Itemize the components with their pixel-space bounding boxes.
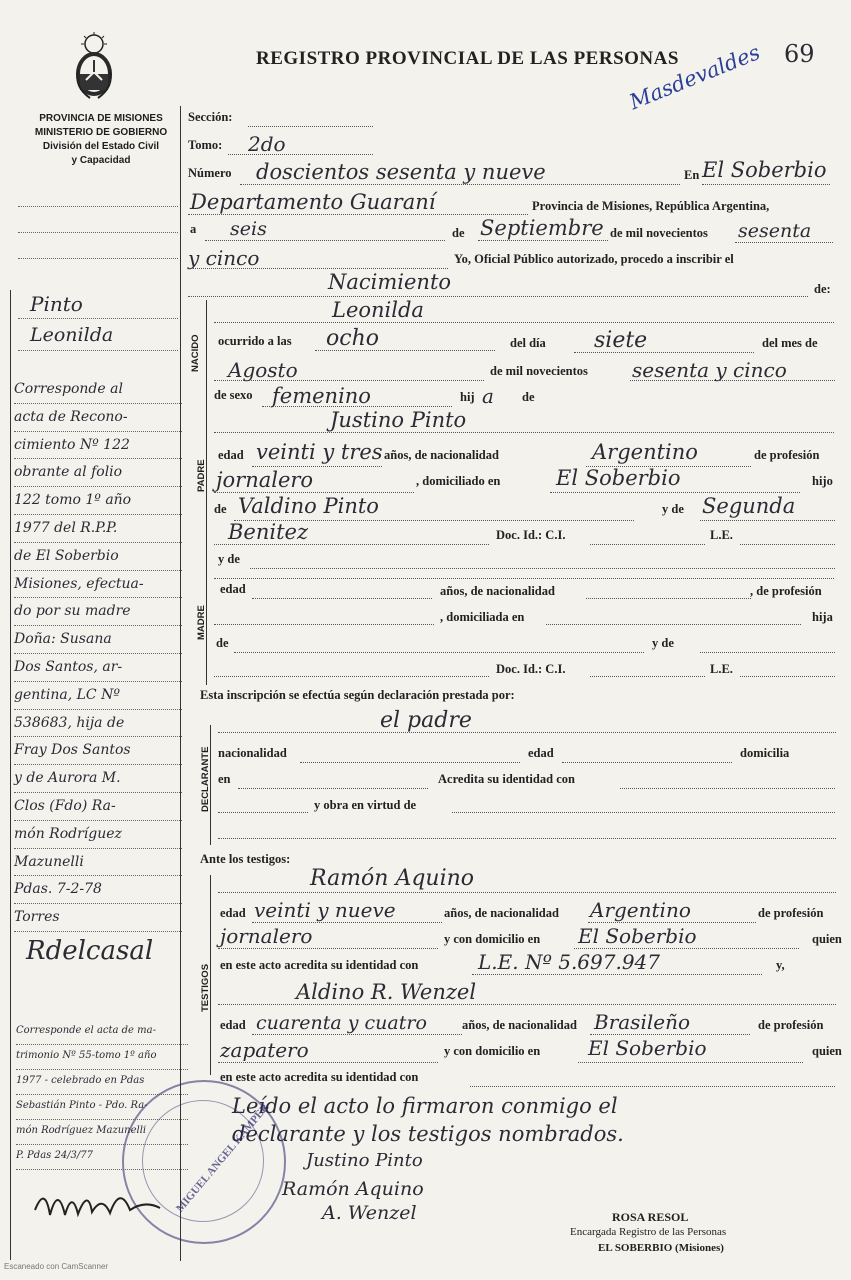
dia-field	[205, 240, 445, 241]
coat-of-arms-icon	[70, 32, 118, 102]
madre-edad-field	[252, 598, 432, 599]
margin-note	[14, 376, 182, 932]
t1-profesion-value: jornalero	[220, 924, 313, 948]
page-number: 69	[784, 40, 815, 68]
madre-label: MADRE	[196, 605, 207, 640]
margin-note2-line: món Rodríguez Mazunelli	[16, 1120, 188, 1145]
declarante-nacionalidad-label: nacionalidad	[218, 746, 287, 760]
nacido-name-field	[214, 322, 834, 323]
anio-field-2	[188, 268, 448, 269]
nacido-anio-value: sesenta y cinco	[632, 358, 787, 382]
declarante-name-field	[218, 732, 836, 733]
declarante-acredita-label: Acredita su identidad con	[438, 772, 575, 786]
padre-madre-de-value: Segunda	[702, 494, 796, 518]
camscanner-watermark: Escaneado con CamScanner	[4, 1262, 109, 1271]
mes-value: Agosto	[228, 358, 298, 382]
authority-line2: MINISTERIO DE GOBIERNO	[34, 127, 168, 138]
nacido-anio-field	[630, 380, 835, 381]
margin-scribble-signature	[30, 1180, 180, 1230]
oficial-text: Yo, Oficial Público autorizado, procedo a inscribir el	[454, 252, 734, 266]
t2-anios-label: años, de nacionalidad	[462, 1018, 577, 1032]
margin-note2-line: trimonio Nº 55-tomo 1º año	[16, 1045, 188, 1070]
closing-line-2: declarante y los testigos nombrados.	[232, 1122, 624, 1146]
padre-edad-field	[252, 466, 382, 467]
madre-y-de-label: y de	[218, 552, 240, 566]
margin-blank-line	[18, 258, 178, 259]
t1-nacionalidad-field	[588, 922, 756, 923]
declarante-obra-field	[452, 812, 835, 813]
declarante-acredita-field	[620, 788, 835, 789]
margin-note-line: acta de Recono-	[14, 404, 182, 432]
margin-line	[18, 318, 178, 319]
t1-nacionalidad-value: Argentino	[590, 898, 691, 922]
padre-doc-label: Doc. Id.: C.I.	[496, 528, 566, 542]
dia-value: seis	[230, 218, 267, 240]
t2-nacionalidad-value: Brasileño	[594, 1010, 690, 1034]
margin-note-line: Clos (Fdo) Ra-	[14, 793, 182, 821]
margin-note-line: món Rodríguez	[14, 821, 182, 849]
margin-note-line: Fray Dos Santos	[14, 737, 182, 765]
anio-value-2: y cinco	[188, 246, 260, 270]
provincia-text: Provincia de Misiones, República Argentina,	[532, 199, 770, 213]
sexo-field	[262, 406, 452, 407]
signature-3: A. Wenzel	[322, 1202, 417, 1224]
hij-value: a	[482, 384, 494, 408]
padre-domicilio-field	[550, 492, 800, 493]
t2-domicilio-value: El Soberbio	[588, 1036, 707, 1060]
madre-domicilio-field	[546, 624, 801, 625]
nacido-label: NACIDO	[190, 334, 201, 372]
margin-note2-line: Corresponde el acta de ma-	[16, 1020, 188, 1045]
stamp-text: MIGUEL ANGEL KAMPER	[173, 1101, 272, 1215]
numero-label: Número	[188, 166, 232, 180]
signature-stamp: Masdevaldes	[626, 40, 764, 115]
margin-note-2	[16, 1020, 188, 1170]
declarante-obra-field-2	[218, 838, 836, 839]
padre-nacionalidad-value: Argentino	[592, 440, 698, 464]
margin-note-line: 538683, hija de	[14, 710, 182, 738]
declarante-intro: Esta inscripción se efectúa según declaración prestada por:	[200, 688, 515, 702]
en-label: En	[684, 168, 700, 182]
en-field	[702, 184, 830, 185]
madre-name-field-2	[214, 578, 834, 579]
margin-note-line: do por su madre	[14, 598, 182, 626]
de-label: de	[452, 226, 465, 240]
madre-profesion-label: , de profesión	[750, 584, 822, 598]
anio-value-1: sesenta	[738, 220, 812, 242]
sexo-value: femenino	[272, 384, 371, 408]
declarante-extra-field	[218, 812, 308, 813]
madre-le-label: L.E.	[710, 662, 733, 676]
margin-note-line: Torres	[14, 904, 182, 932]
declarante-value: el padre	[380, 708, 472, 733]
padre-edad-value: veinti y tres	[256, 440, 383, 464]
hija-label: hija	[812, 610, 833, 624]
t2-profesion-field	[218, 1062, 438, 1063]
padre-name-value: Justino Pinto	[330, 408, 467, 432]
margin-line	[18, 350, 178, 351]
t1-name-field	[218, 892, 836, 893]
hijo-label: hijo	[812, 474, 833, 488]
t2-name-field	[218, 1004, 836, 1005]
t2-domicilio-field	[578, 1062, 803, 1063]
madre-y-de2-field	[700, 652, 835, 653]
madre-edad-label: edad	[220, 582, 246, 596]
t2-acredita-label: en este acto acredita su identidad con	[220, 1070, 419, 1084]
t2-nacionalidad-field	[590, 1034, 750, 1035]
padre-apellido-field	[214, 544, 489, 545]
declarante-en-field	[238, 788, 428, 789]
margin-note-line: de El Soberbio	[14, 543, 182, 571]
de-colon: de:	[814, 282, 831, 296]
nacido-de-label: de	[522, 390, 535, 404]
padre-anios-label: años, de nacionalidad	[384, 448, 499, 462]
margin-blank-line	[18, 232, 178, 233]
seccion-label: Sección:	[188, 110, 233, 124]
margin-note2-line: P. Pdas 24/3/77	[16, 1145, 188, 1170]
t2-quien-label: quien	[812, 1044, 842, 1058]
signature-2: Ramón Aquino	[282, 1178, 424, 1200]
anio-text: de mil novecientos	[610, 226, 708, 240]
padre-domicilio-value: El Soberbio	[556, 466, 681, 490]
mes-field	[214, 380, 484, 381]
madre-le-field	[740, 676, 835, 677]
t2-name-value: Aldino R. Wenzel	[296, 980, 477, 1004]
hij-label: hij	[460, 390, 475, 404]
official-name: ROSA RESOL	[612, 1210, 689, 1224]
domiciliada-label: , domiciliada en	[440, 610, 525, 624]
nacido-name-value: Leonilda	[332, 298, 424, 322]
margin-name-1: Pinto	[30, 292, 83, 316]
margin-blank-line	[18, 206, 178, 207]
madre-apellido-field	[214, 676, 489, 677]
signature-1: Justino Pinto	[306, 1150, 423, 1171]
padre-profesion-value: jornalero	[216, 468, 314, 492]
t1-id-value: L.E. Nº 5.697.947	[478, 950, 661, 974]
en-value: El Soberbio	[702, 158, 827, 182]
dia-field	[574, 352, 754, 353]
t1-domicilio-label: y con domicilio en	[444, 932, 541, 946]
authority-line4: y Capacidad	[71, 155, 131, 166]
padre-ci-field	[590, 544, 705, 545]
margin-note-line: cimiento Nº 122	[14, 432, 182, 460]
mes-label: del mes de	[762, 336, 818, 350]
t1-acredita-label: en este acto acredita su identidad con	[220, 958, 419, 972]
declarante-nacionalidad-field	[300, 762, 520, 763]
t2-edad-value: cuarenta y cuatro	[256, 1012, 427, 1034]
padre-de-label: de	[214, 502, 227, 516]
margin-note-line: obrante al folio	[14, 459, 182, 487]
margin-note-line: y de Aurora M.	[14, 765, 182, 793]
t1-edad-field	[252, 922, 442, 923]
t2-profesion-value: zapatero	[220, 1038, 309, 1062]
madre-profesion-field	[214, 624, 434, 625]
numero-value: doscientos sesenta y nueve	[256, 160, 546, 184]
t1-anios-label: años, de nacionalidad	[444, 906, 559, 920]
margin-left-border	[10, 290, 11, 1260]
padre-profesion-label: de profesión	[754, 448, 820, 462]
t2-domicilio-label: y con domicilio en	[444, 1044, 541, 1058]
hora-field	[315, 350, 495, 351]
declarante-domicilia-label: domicilia	[740, 746, 790, 760]
t2-profesion-label: de profesión	[758, 1018, 824, 1032]
padre-apellido-value: Benitez	[228, 520, 309, 544]
authority-block	[26, 112, 176, 168]
mes-value: Septiembre	[480, 216, 604, 240]
authority-line3: División del Estado Civil	[42, 141, 160, 152]
margin-note-line: Pdas. 7-2-78	[14, 876, 182, 904]
madre-y-de2-label: y de	[652, 636, 674, 650]
tomo-label: Tomo:	[188, 138, 223, 152]
padre-name-field	[214, 432, 834, 433]
madre-de-field	[234, 652, 644, 653]
margin-note-line: Doña: Susana	[14, 626, 182, 654]
t1-id-field	[472, 974, 762, 975]
anio-field	[735, 242, 833, 243]
padre-edad-label: edad	[218, 448, 244, 462]
margin-note-line: Dos Santos, ar-	[14, 654, 182, 682]
t1-edad-value: veinti y nueve	[254, 898, 396, 922]
testigos-label: TESTIGOS	[200, 963, 211, 1012]
t1-domicilio-field	[574, 948, 799, 949]
departamento-value: Departamento Guaraní	[190, 190, 436, 214]
padre-y-de-label: y de	[662, 502, 684, 516]
t2-edad-field	[252, 1034, 462, 1035]
tomo-value: 2do	[248, 132, 286, 156]
t1-profesion-label: de profesión	[758, 906, 824, 920]
t1-name-value: Ramón Aquino	[310, 866, 475, 891]
declarante-edad-label: edad	[528, 746, 554, 760]
declarante-obra-label: y obra en virtud de	[314, 798, 417, 812]
padre-le-label: L.E.	[710, 528, 733, 542]
official-place: EL SOBERBIO (Misiones)	[598, 1242, 724, 1254]
ocurrido-label: ocurrido a las	[218, 334, 292, 348]
padre-le-field	[740, 544, 835, 545]
t1-profesion-field	[218, 948, 438, 949]
margin-note2-line: 1977 - celebrado en Pdas	[16, 1070, 188, 1095]
madre-de-label: de	[216, 636, 229, 650]
padre-madre-de-field	[700, 520, 835, 521]
margin-note-line: gentina, LC Nº	[14, 682, 182, 710]
padre-label: PADRE	[196, 459, 207, 492]
t2-acredita-field	[470, 1086, 835, 1087]
acto-field	[188, 296, 808, 297]
declarante-label: DECLARANTE	[200, 746, 211, 812]
page-title: REGISTRO PROVINCIAL DE LAS PERSONAS	[256, 48, 679, 69]
t2-edad-label: edad	[220, 1018, 246, 1032]
numero-field	[240, 184, 680, 185]
acto-value: Nacimiento	[328, 270, 452, 294]
madre-anios-label: años, de nacionalidad	[440, 584, 555, 598]
madre-nacionalidad-field	[586, 598, 751, 599]
domiciliado-label: , domiciliado en	[416, 474, 501, 488]
dia-value: siete	[594, 328, 648, 353]
declarante-en-label: en	[218, 772, 231, 786]
margin-note2-line: Sebastián Pinto - Pdo. Ra-	[16, 1095, 188, 1120]
margin-note-line: 122 tomo 1º año	[14, 487, 182, 515]
t1-y-label: y,	[776, 958, 785, 972]
padre-profesion-field	[214, 492, 414, 493]
hora-value: ocho	[326, 326, 379, 351]
madre-ci-field	[590, 676, 705, 677]
declarante-edad-field	[562, 762, 732, 763]
sexo-label: de sexo	[214, 388, 253, 402]
mes-field	[478, 240, 608, 241]
a-label: a	[190, 222, 197, 236]
t1-quien-label: quien	[812, 932, 842, 946]
del-dia-label: del día	[510, 336, 546, 350]
margin-note-line: Misiones, efectua-	[14, 571, 182, 599]
madre-name-field	[250, 568, 835, 569]
departamento-field	[188, 214, 528, 215]
testigos-intro: Ante los testigos:	[200, 852, 291, 866]
t1-edad-label: edad	[220, 906, 246, 920]
nacido-anio-label: de mil novecientos	[490, 364, 588, 378]
margin-note-line: 1977 del R.P.P.	[14, 515, 182, 543]
t1-domicilio-value: El Soberbio	[578, 924, 697, 948]
seccion-field	[248, 126, 373, 127]
margin-note-line: Mazunelli	[14, 849, 182, 877]
authority-line1: PROVINCIA DE MISIONES	[39, 113, 163, 124]
madre-doc-label: Doc. Id.: C.I.	[496, 662, 566, 676]
margin-signature: Rdelcasal	[26, 936, 154, 966]
official-title: Encargada Registro de las Personas	[570, 1226, 727, 1238]
closing-line-1: Leído el acto lo firmaron conmigo el	[232, 1094, 618, 1118]
margin-note-line: Corresponde al	[14, 376, 182, 404]
margin-name-2: Leonilda	[30, 324, 114, 346]
padre-de-value: Valdino Pinto	[238, 494, 379, 518]
